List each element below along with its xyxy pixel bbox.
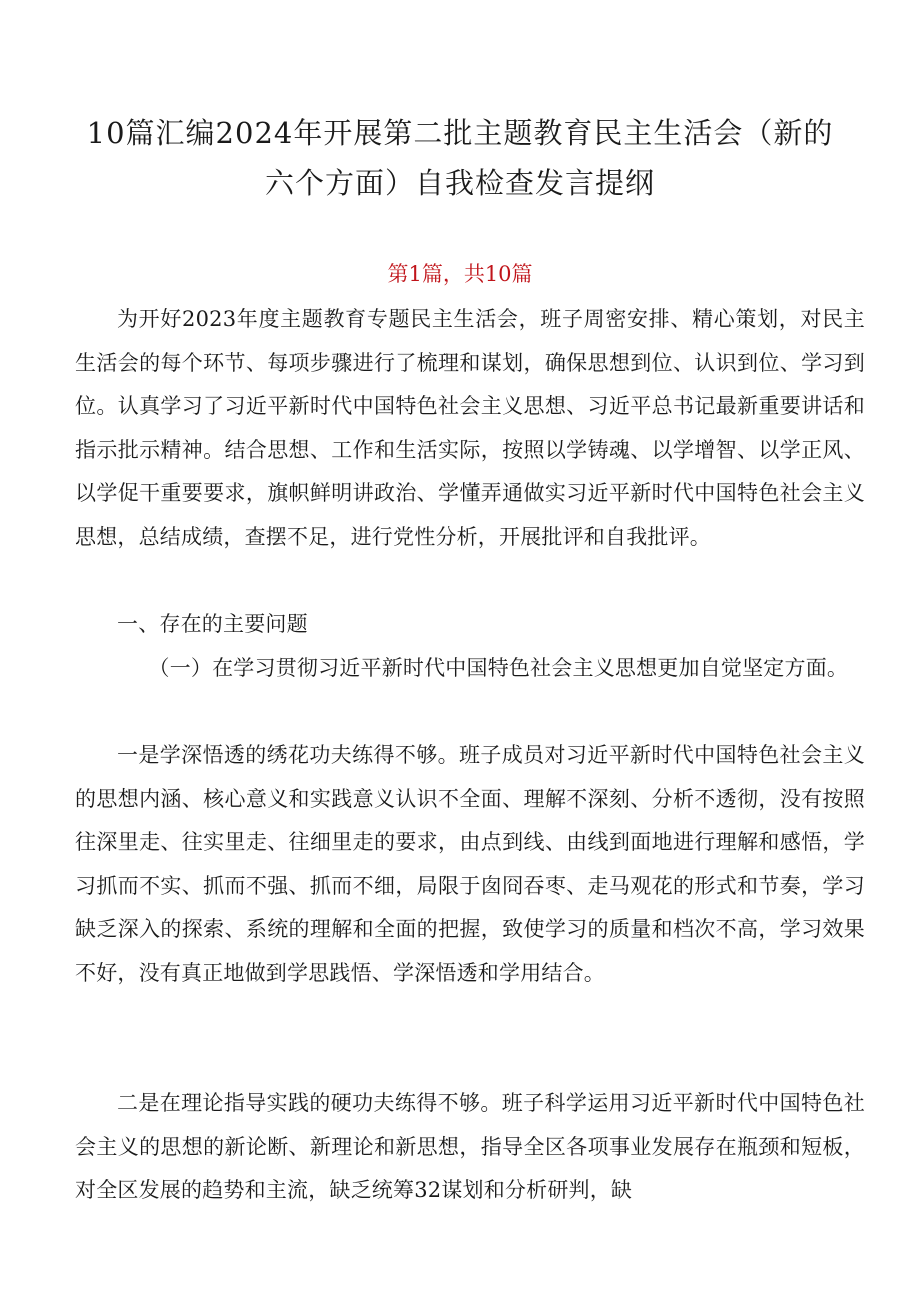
title-line-1: 10篇汇编2024年开展第二批主题教育民主生活会（新的 — [86, 116, 834, 150]
point-two-paragraph: 二是在理论指导实践的硬功夫练得不够。班子科学运用习近平新时代中国特色社会主义的思想的新论断、新理论和新思想，指导全区各项事业发展存在瓶颈和短板，对全区发展的趋势和主流，缺乏统筹32谋划和分析研判，缺 — [75, 1091, 865, 1202]
title-line-2: 六个方面）自我检查发言提纲 — [264, 166, 655, 200]
point-one-paragraph: 一是学深悟透的绣花功夫练得不够。班子成员对习近平新时代中国特色社会主义的思想内涵、核心意义和实践意义认识不全面、理解不深刻、分析不透彻，没有按照往深里走、往实里走、往细里走的要求，由点到线、由线到面地进行理解和感悟，学习抓而不实、抓而不强、抓而不细，局限于囱冏吞枣、走马观花的形式和节奏，学习缺乏深入的探索、系统的理解和全面的把握，致使学习的质量和档次不高，学习效果不好，没有真正地做到学思践悟、学深悟透和学用结合。 — [75, 743, 865, 985]
intro-paragraph: 为开好2023年度主题教育专题民主生活会，班子周密安排、精心策划，对民主生活会的每个环节、每项步骤进行了梳理和谋划，确保思想到位、认识到位、学习到位。认真学习了习近平新时代中国特色社会主义思想、习近平总书记最新重要讲话和指示批示精神。结合思想、工作和生活实际，按照以学铸魂、以学增智、以学正风、以学促干重要要求，旗帜鲜明讲政治、学懂弄通做实习近平新时代中国特色社会主义思想，总结成绩，查摆不足，进行党性分析，开展批评和自我批评。 — [75, 307, 865, 549]
section-heading: 一、存在的主要问题 — [117, 612, 308, 636]
part-label: 第1篇，共10篇 — [387, 262, 533, 286]
document-title — [60, 108, 860, 208]
subsection-heading: （一）在学习贯彻习近平新时代中国特色社会主义思想更加自觉坚定方面。 — [148, 656, 849, 680]
